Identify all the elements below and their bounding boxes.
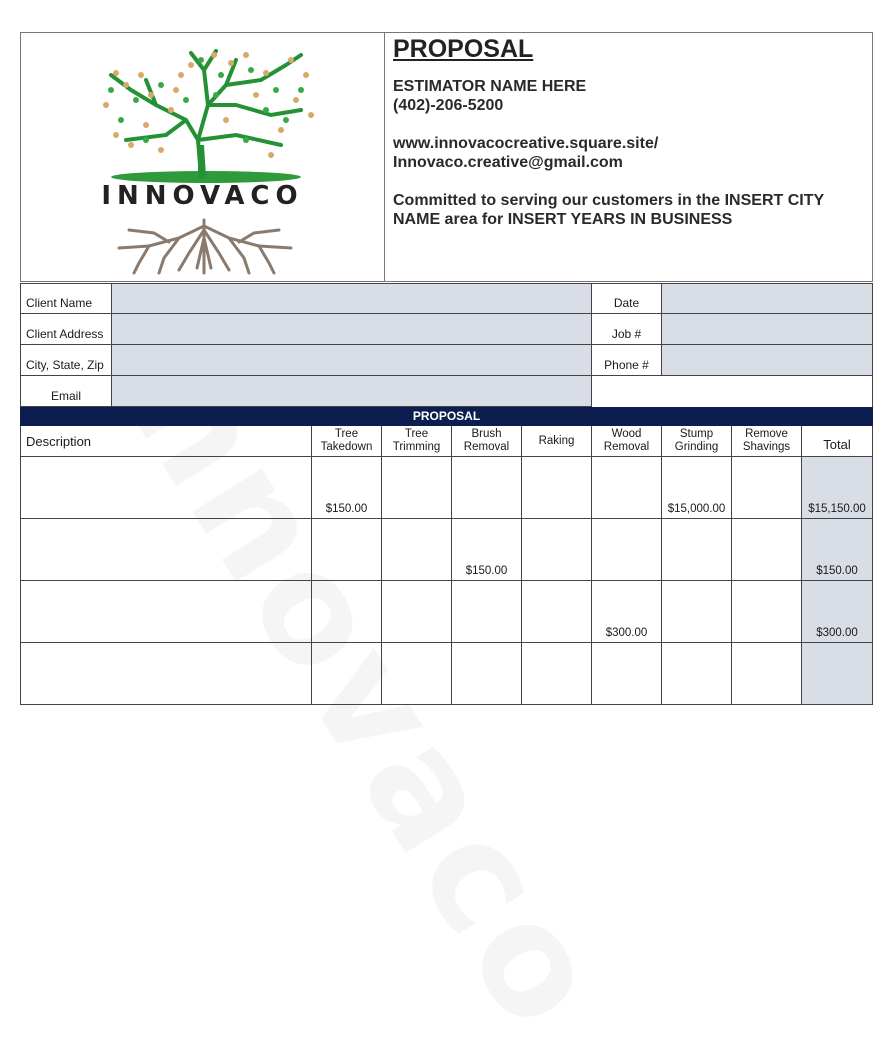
price-cell[interactable] — [522, 519, 592, 581]
client-address-field[interactable] — [112, 314, 592, 345]
column-header: Brush Removal — [452, 426, 522, 457]
header-section — [20, 32, 873, 282]
column-header: Description — [20, 426, 312, 457]
price-cell[interactable] — [382, 643, 452, 705]
description-cell[interactable] — [20, 643, 312, 705]
price-cell[interactable] — [452, 581, 522, 643]
client-row — [20, 314, 873, 345]
job-label: Job # — [592, 314, 662, 345]
total-cell[interactable]: $150.00 — [802, 519, 873, 581]
price-cell[interactable] — [522, 581, 592, 643]
client-row — [20, 283, 873, 314]
price-cell[interactable]: $15,000.00 — [662, 457, 732, 519]
price-cell[interactable] — [592, 643, 662, 705]
column-header: Total — [802, 426, 873, 457]
client-name-field[interactable] — [112, 283, 592, 314]
price-cell[interactable] — [732, 457, 802, 519]
column-header: Raking — [522, 426, 592, 457]
city-state-zip-label: City, State, Zip — [20, 345, 112, 376]
client-row — [20, 376, 873, 407]
price-cell[interactable] — [312, 643, 382, 705]
price-cell[interactable] — [592, 519, 662, 581]
price-cell[interactable] — [382, 457, 452, 519]
description-cell[interactable] — [20, 581, 312, 643]
commitment-line-2: NAME area for INSERT YEARS IN BUSINESS — [393, 211, 733, 228]
client-name-label: Client Name — [20, 283, 112, 314]
total-cell[interactable]: $15,150.00 — [802, 457, 873, 519]
price-cell[interactable] — [662, 519, 732, 581]
email-link[interactable]: Innovaco.creative@gmail.com — [393, 154, 623, 171]
column-header: Wood Removal — [592, 426, 662, 457]
total-cell[interactable]: $300.00 — [802, 581, 873, 643]
price-cell[interactable] — [732, 519, 802, 581]
price-cell[interactable] — [382, 581, 452, 643]
logo-box — [21, 33, 385, 281]
price-cell[interactable] — [522, 643, 592, 705]
email-field[interactable] — [112, 376, 592, 407]
proposal-title: PROPOSAL — [393, 35, 534, 63]
column-header: Tree Trimming — [382, 426, 452, 457]
price-cell[interactable] — [522, 457, 592, 519]
price-cell[interactable]: $300.00 — [592, 581, 662, 643]
proposal-band: PROPOSAL — [20, 407, 873, 426]
column-header: Tree Takedown — [312, 426, 382, 457]
city-state-zip-field[interactable] — [112, 345, 592, 376]
price-cell[interactable] — [312, 581, 382, 643]
description-cell[interactable] — [20, 519, 312, 581]
estimator-name: ESTIMATOR NAME HERE — [393, 78, 587, 95]
description-cell[interactable] — [20, 457, 312, 519]
website-link[interactable]: www.innovacocreative.square.site/ — [393, 135, 659, 152]
price-cell[interactable]: $150.00 — [452, 519, 522, 581]
price-cell[interactable] — [732, 643, 802, 705]
price-cell[interactable] — [732, 581, 802, 643]
total-cell[interactable] — [802, 643, 873, 705]
commitment-line-1: Committed to serving our customers in the INSERT CITY — [393, 192, 825, 209]
phone-label: Phone # — [592, 345, 662, 376]
column-header: Remove Shavings — [732, 426, 802, 457]
date-field[interactable] — [662, 283, 873, 314]
price-cell[interactable] — [452, 457, 522, 519]
estimator-phone: (402)-206-5200 — [393, 97, 504, 114]
date-label: Date — [592, 283, 662, 314]
client-address-label: Client Address — [20, 314, 112, 345]
email-label: Email — [20, 376, 112, 407]
price-cell[interactable] — [382, 519, 452, 581]
roots-icon — [109, 218, 299, 276]
client-row — [20, 345, 873, 376]
column-header: Stump Grinding — [662, 426, 732, 457]
logo-wordmark: INNOVACO — [101, 181, 304, 211]
company-info — [393, 35, 871, 229]
price-cell[interactable] — [662, 581, 732, 643]
price-cell[interactable] — [312, 519, 382, 581]
price-cell[interactable] — [452, 643, 522, 705]
phone-field[interactable] — [662, 345, 873, 376]
price-cell[interactable] — [662, 643, 732, 705]
blank-cell — [592, 376, 873, 407]
job-field[interactable] — [662, 314, 873, 345]
price-cell[interactable]: $150.00 — [312, 457, 382, 519]
price-cell[interactable] — [592, 457, 662, 519]
